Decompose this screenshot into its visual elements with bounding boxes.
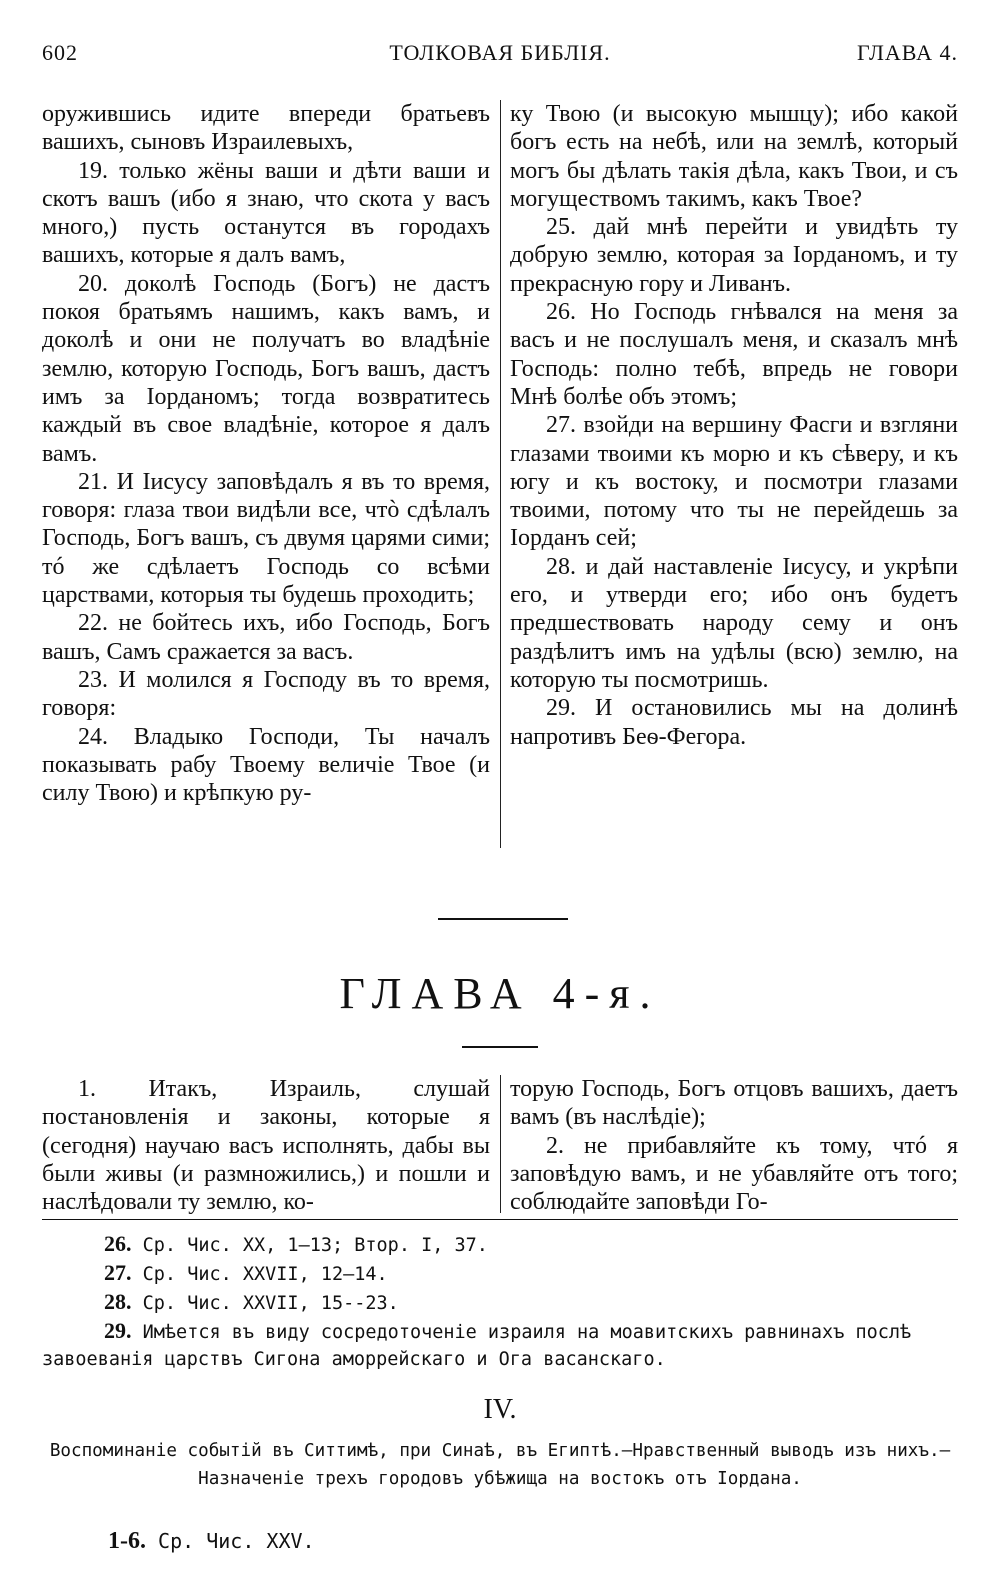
reference-text: Ср. Чис. XXV. <box>158 1529 315 1553</box>
verse-paragraph: ку Твою (и высокую мышцу); ибо какой богъ есть на небѣ, или на землѣ, который могъ бы дѣлать такія дѣла, какъ Твои, и съ могуществомъ такимъ, какъ Твое? <box>510 101 958 212</box>
top-two-column-text <box>42 100 958 848</box>
footnotes <box>42 1230 958 1373</box>
verse-paragraph: 19. только жёны ваши и дѣти ваши и скотъ вашъ (ибо я знаю, что скота у васъ много,) пусть останутся въ городахъ вашихъ, которые я далъ вамъ, <box>42 157 490 269</box>
verse-paragraph: 26. Но Господь гнѣвался на меня за васъ и не послушалъ меня, и сказалъ мнѣ Господь: полно тебѣ, впредь не говори Мнѣ болѣе объ этомъ; <box>510 299 958 410</box>
cross-reference <box>108 1528 315 1555</box>
footnote <box>42 1259 958 1288</box>
footnote-number: 26. <box>104 1231 132 1256</box>
page-number: 602 <box>42 40 78 65</box>
footnote-text: Ср. Чис. XXVII, 15--23. <box>142 1293 399 1314</box>
top-right-column <box>510 100 958 751</box>
section-numeral: IV. <box>483 1394 517 1425</box>
footnote-separator <box>42 1219 958 1220</box>
footnote-number: 29. <box>104 1318 132 1343</box>
verse-paragraph: 22. не бойтесь ихъ, ибо Господь, Богъ вашъ, Самъ сражается за васъ. <box>42 610 490 665</box>
bottom-right-column <box>510 1075 958 1216</box>
verse-paragraph: 24. Владыко Господи, Ты началъ показывать рабу Твоему величіе Твое (и силу Твою) и крѣпкую ру- <box>42 723 490 807</box>
verse-paragraph: 28. и дай наставленіе Іисусу, и укрѣпи его, и утверди его; ибо онъ будетъ предшествовать народу сему и онъ раздѣлитъ имъ на удѣлы (всю) землю, на которую ты посмотришь. <box>510 553 958 693</box>
verse-paragraph: 27. взойди на вершину Фасги и взгляни глазами твоими къ морю и къ сѣверу, и къ югу и къ востоку, и посмотри глазами твоими, потому что ты не перейдешь за Іорданъ сей; <box>510 412 958 552</box>
footnote-text: Ср. Чис. XXVII, 12—14. <box>142 1264 388 1285</box>
reference-number: 1-6. <box>108 1528 146 1554</box>
running-title: ТОЛКОВАЯ БИБЛІЯ. <box>389 40 611 65</box>
footnote-text: Ср. Чис. XX, 1—13; Втор. I, 37. <box>142 1235 488 1256</box>
verse-paragraph: 1. Итакъ, Израиль, слушай постановленія и законы, которые я (сегодня) научаю васъ исполнять, дабы вы были живы (и размножились,) и пошли и наслѣдовали ту землю, ко- <box>42 1076 490 1216</box>
footnote-number: 28. <box>104 1289 132 1314</box>
chapter-title: ГЛАВА 4-я. <box>339 969 661 1018</box>
chapter-rule-top <box>438 918 568 920</box>
column-divider <box>500 1075 501 1213</box>
verse-paragraph: 20. доколѣ Господь (Богъ) не дастъ покоя братьямъ нашимъ, какъ вамъ, и доколѣ и они не получатъ во владѣніе землю, которую Господь, Богъ вашъ, дастъ имъ за Іорданомъ; тогда возвратитесь каждый въ свое владѣніе, которое я далъ вамъ. <box>42 270 490 467</box>
bottom-two-column-text <box>42 1075 958 1216</box>
chapter-rule-bottom <box>462 1046 538 1048</box>
footnote <box>42 1317 958 1373</box>
verse-paragraph: 2. не прибавляйте къ тому, чтó я заповѣдую вамъ, и не убавляйте отъ того; соблюдайте заповѣди Го- <box>510 1132 958 1216</box>
verse-paragraph: 23. И молился я Господу въ то время, говоря: <box>42 666 490 722</box>
top-left-column <box>42 100 490 807</box>
verse-paragraph: 29. И остановились мы на долинѣ напротивъ Беѳ-Фегора. <box>510 695 958 750</box>
column-divider <box>500 100 501 848</box>
page-header <box>42 40 958 80</box>
running-chapter-label: ГЛАВА 4. <box>856 40 958 65</box>
verse-paragraph: 25. дай мнѣ перейти и увидѣть ту добрую землю, которая за Іорданомъ, и ту прекрасную гору и Ливанъ. <box>510 214 958 297</box>
chapter-summary: Воспоминаніе событій въ Ситтимѣ, при Синаѣ, въ Египтѣ.—Нравственный выводъ изъ нихъ.—Назначеніе трехъ городовъ убѣжища на востокъ отъ Іордана. <box>49 1441 951 1489</box>
verse-paragraph: торую Господь, Богъ отцовъ вашихъ, даетъ вамъ (въ наслѣдіе); <box>510 1076 958 1131</box>
footnote-text: Имѣется въ виду сосредоточеніе израиля на моавитскихъ равнинахъ послѣ завоеванія царствъ Сигона аморрейскаго и Ога васанскаго. <box>42 1322 912 1370</box>
verse-paragraph: 21. И Іисусу заповѣдалъ я въ то время, говоря: глаза твои видѣли все, чтò сдѣлалъ Господь, Богъ вашъ, съ двумя царями сими; тó же сдѣлаетъ Господь со всѣми царствами, которыя ты будешь проходить; <box>42 468 490 609</box>
footnote-number: 27. <box>104 1260 132 1285</box>
bottom-left-column <box>42 1075 490 1216</box>
verse-paragraph: оружившись идите впереди братьевъ вашихъ, сыновъ Израилевыхъ, <box>42 101 490 156</box>
footnote <box>42 1288 958 1317</box>
footnote <box>42 1230 958 1259</box>
